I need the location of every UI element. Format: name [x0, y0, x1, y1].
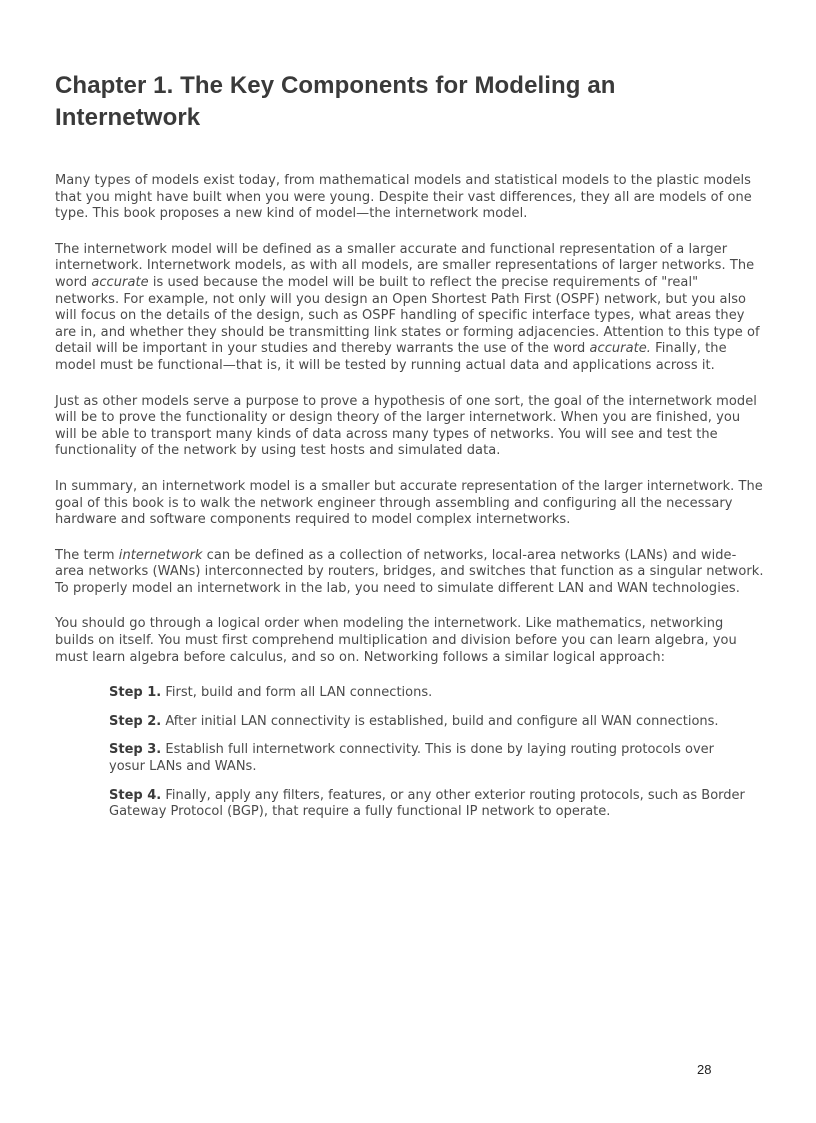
paragraph-internetwork-term: [55, 548, 765, 598]
paragraph-text: Finally, the model must be functional—that is, it will be tested by running actual data and applications across it.: [55, 341, 727, 373]
paragraph-logical-order: You should go through a logical order when modeling the internetwork. Like mathematics, networking builds on itself. You must first comprehend multiplication and division before you can learn algebra, you must learn algebra before calculus, and so on. Networking follows a similar logical approach:: [55, 616, 737, 665]
step-text: After initial LAN connectivity is established, build and configure all WAN connections.: [161, 713, 719, 729]
step-text: Establish full internetwork connectivity. This is done by laying routing protocols over yosur LANs and WANs.: [109, 742, 715, 775]
emphasis-accurate: accurate.: [589, 341, 651, 357]
paragraph-intro: Many types of models exist today, from mathematical models and statistical models to the plastic models that you might have built when you were young. Despite their vast differences, they all are models of one type. This book proposes a new kind of model—the internetwork model.: [55, 173, 752, 222]
paragraph-definition: [55, 242, 765, 375]
step-item: [109, 788, 749, 821]
paragraph-text: is used because the model will be built to reflect the precise requirements of "real" networks. For example, not only will you design an Open Shortest Path First (OSPF) network, but you also will focus on the details of the design, such as OSPF handling of specific interface types, what areas they are in, and whether they should be transmitting link states or forming adjacencies. Attention to this type of detail will be important in your studies and thereby warrants the use of the word: [55, 274, 760, 357]
paragraph-purpose: Just as other models serve a purpose to prove a hypothesis of one sort, the goal of the internetwork model will be to prove the functionality or design theory of the larger internetwork. When you are finished, you will be able to transport many kinds of data across many types of networks. You will see and test the functionality of the network by using test hosts and simulated data.: [55, 393, 757, 459]
page-content: [55, 70, 765, 833]
paragraph-summary: In summary, an internetwork model is a smaller but accurate representation of the larger internetwork. The goal of this book is to walk the network engineer through assembling and configuring all the necessary hardware and software components required to model complex internetworks.: [55, 478, 763, 528]
step-item: [109, 685, 749, 702]
step-label: Step 1.: [109, 685, 162, 701]
page-number: 28: [697, 1062, 712, 1077]
emphasis-accurate: accurate: [91, 274, 149, 290]
paragraph-text: can be defined as a collection of networks, local-area networks (LANs) and wide-area networks (WANs) interconnected by routers, bridges, and switches that function as a singular network. To properly model an internetwork in the lab, you need to simulate different LAN and WAN technologies.: [55, 547, 764, 596]
step-label: Step 2.: [109, 713, 162, 729]
step-item: [109, 742, 749, 775]
step-label: Step 4.: [109, 787, 162, 803]
paragraph-text: The internetwork model will be defined as a smaller accurate and functional representation of a larger internetwork. Internetwork models, as with all models, are smaller representations of larger networks. The word: [55, 241, 755, 290]
step-label: Step 3.: [109, 742, 162, 758]
step-text: Finally, apply any filters, features, or any other exterior routing protocols, such as Border Gateway Protocol (BGP), that require a fully functional IP network to operate.: [109, 787, 745, 820]
step-list: [109, 685, 765, 821]
step-text: First, build and form all LAN connections.: [161, 685, 433, 701]
step-item: [109, 714, 749, 731]
paragraph-text: The term: [55, 547, 119, 563]
chapter-title: Chapter 1. The Key Components for Modeling an Internetwork: [55, 72, 616, 131]
emphasis-internetwork: internetwork: [118, 547, 203, 563]
